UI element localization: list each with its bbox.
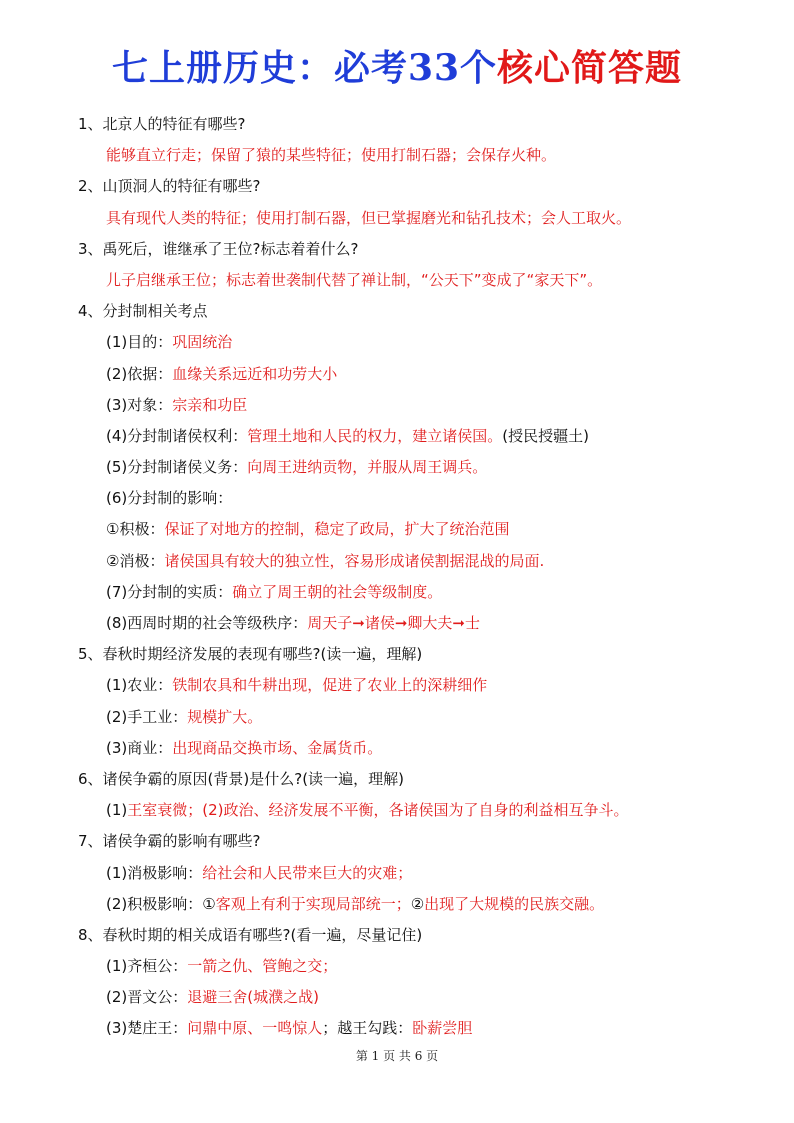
plain-text: (2)积极影响：① (106, 894, 216, 913)
plain-text: (3)楚庄王： (106, 1019, 188, 1038)
answer-line (0, 702, 794, 733)
highlight-text: 卧薪尝胆 (412, 1019, 473, 1038)
plain-text: (1)农业： (106, 676, 173, 695)
answer-line (0, 327, 794, 358)
answer-line (0, 265, 794, 296)
answer-line (0, 670, 794, 701)
plain-text: 6、诸侯争霸的原因(背景)是什么?(读一遍，理解) (78, 769, 404, 788)
highlight-text: 退避三舍(城濮之战) (187, 988, 319, 1007)
plain-text: (7)分封制的实质： (106, 582, 233, 601)
plain-text: (2)手工业： (106, 707, 188, 726)
plain-text: ；越王勾践： (322, 1019, 413, 1038)
plain-text: (8)西周时期的社会等级秩序： (106, 614, 308, 632)
qa-content (0, 109, 794, 1045)
question-line (0, 171, 794, 202)
highlight-text: 能够直立行走；保留了猿的某些特征；使用打制石器；会保存火种。 (106, 146, 557, 165)
answer-line (0, 608, 794, 639)
plain-text: (5)分封制诸侯义务： (106, 458, 248, 477)
plain-text: 8、春秋时期的相关成语有哪些?(看一遍，尽量记住) (78, 925, 423, 944)
highlight-text: 向周王进纳贡物，并服从周王调兵。 (247, 458, 488, 477)
question-line (0, 920, 794, 951)
plain-text: ①积极： (106, 520, 165, 539)
highlight-text: 问鼎中原、一鸣惊人 (187, 1019, 323, 1038)
page-footer: 第 1 页 共 6 页 (355, 1049, 439, 1063)
plain-text: (1)齐桓公： (106, 957, 188, 976)
highlight-text: 给社会和人民带来巨大的灾难； (202, 863, 413, 882)
answer-line (0, 1013, 794, 1044)
highlight-text: 王室衰微；(2)政治、经济发展不平衡，各诸侯国为了自身的利益相互争斗。 (127, 801, 629, 820)
plain-text: ②消极： (106, 551, 165, 570)
answer-line (0, 514, 794, 545)
highlight-text: 一箭之仇、管鲍之交； (187, 957, 338, 976)
plain-text: (2)晋文公： (106, 988, 188, 1007)
question-line (0, 639, 794, 670)
highlight-text: 管理土地和人民的权力，建立诸侯国。 (247, 426, 503, 445)
highlight-text: 巩固统治 (172, 333, 233, 352)
title-main: 七上册历史：必考33个 (111, 47, 498, 89)
plain-text: (2)依据： (106, 364, 173, 383)
highlight-text: 规模扩大。 (187, 707, 263, 726)
answer-line (0, 889, 794, 920)
answer-line (0, 390, 794, 421)
plain-text: 1、北京人的特征有哪些? (78, 115, 246, 133)
question-line (0, 826, 794, 857)
title-highlight: 核心简答题 (497, 47, 683, 89)
plain-text: 3、禹死后，谁继承了王位?标志着着什么? (78, 239, 359, 258)
answer-line (0, 733, 794, 764)
answer-line (0, 858, 794, 889)
plain-text: ② (410, 894, 425, 913)
answer-line (0, 203, 794, 234)
highlight-text: 客观上有利于实现局部统一； (215, 894, 411, 913)
highlight-text: 诸侯国具有较大的独立性，容易形成诸侯割据混战的局面. (164, 551, 545, 570)
question-line (0, 109, 794, 140)
answer-line (0, 795, 794, 826)
plain-text: (1)目的： (106, 333, 173, 352)
highlight-text: 血缘关系远近和功劳大小 (172, 364, 338, 383)
plain-text: 7、诸侯争霸的影响有哪些? (78, 832, 261, 851)
highlight-text: 周天子➞诸侯➞卿大夫➞士 (307, 614, 480, 632)
plain-text: (1) (106, 801, 128, 820)
plain-text: (授民授疆土) (502, 426, 589, 445)
plain-text: 2、山顶洞人的特征有哪些? (78, 177, 261, 196)
answer-line (0, 577, 794, 608)
highlight-text: 确立了周王朝的社会等级制度。 (232, 582, 443, 601)
highlight-text: 出现商品交换市场、金属货币。 (172, 738, 383, 757)
plain-text: (3)对象： (106, 395, 173, 414)
highlight-text: 保证了对地方的控制，稳定了政局，扩大了统治范围 (164, 520, 510, 539)
plain-text: (3)商业： (106, 738, 173, 757)
plain-text: (6)分封制的影响： (106, 489, 233, 508)
answer-line (0, 951, 794, 982)
answer-line (0, 140, 794, 171)
question-line (0, 296, 794, 327)
highlight-text: 具有现代人类的特征；使用打制石器，但已掌握磨光和钻孔技术；会人工取火。 (106, 208, 632, 227)
question-line (0, 234, 794, 265)
answer-line (0, 483, 794, 514)
answer-line (0, 421, 794, 452)
answer-line (0, 546, 794, 577)
question-line (0, 764, 794, 795)
answer-line (0, 982, 794, 1013)
highlight-text: 宗亲和功臣 (172, 395, 248, 414)
page-title (0, 44, 794, 92)
answer-line (0, 359, 794, 390)
highlight-text: 铁制农具和牛耕出现，促进了农业上的深耕细作 (172, 676, 488, 695)
plain-text: (4)分封制诸侯权利： (106, 426, 248, 445)
plain-text: 4、分封制相关考点 (78, 302, 208, 321)
highlight-text: 儿子启继承王位；标志着世袭制代替了禅让制，“公天下”变成了“家天下”。 (106, 270, 603, 289)
highlight-text: 出现了大规模的民族交融。 (424, 894, 605, 913)
answer-line (0, 452, 794, 483)
plain-text: 5、春秋时期经济发展的表现有哪些?(读一遍，理解) (78, 645, 423, 664)
plain-text: (1)消极影响： (106, 863, 203, 882)
